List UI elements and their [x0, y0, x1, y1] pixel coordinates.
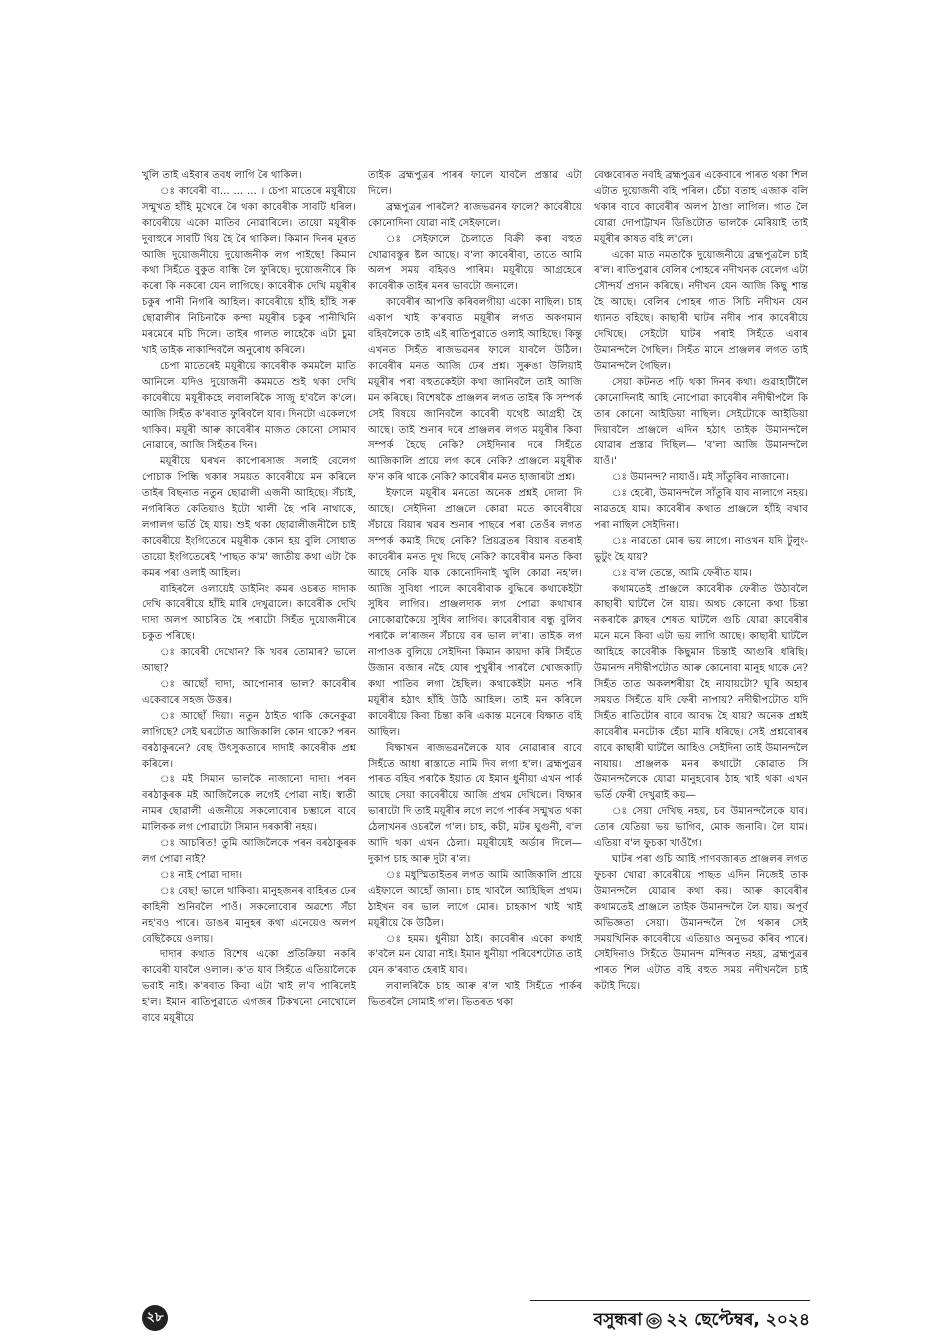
article-columns — [142, 168, 810, 1303]
paragraph: বাহিৰলৈ ওলায়েই ডাইনিং কমৰ ওচৰত দাদাক দেখি কাবেৰীয়ে হাঁহি মাৰি দেখুৱালে। কাবেৰীক দেখি দাদা অলপ আচৰিত হৈ পৰাটো সিহঁত দুয়োজনীৰে চকুত পৰিছে। — [142, 583, 356, 643]
paragraph: তাইক ব্ৰহ্মপুত্ৰৰ পাৰৰ ফালে যাবলৈ প্ৰস্তাৱ এটা দিলে। — [368, 170, 582, 197]
paragraph: লবালৰিকৈ চাহ আৰু ৰ'ল খাই সিহঁতে পাৰ্কৰ ভিতৰলৈ সোমাই গ'ল। ভিতৰত থকা — [368, 981, 582, 1009]
page-number: ২৮ — [142, 1305, 168, 1331]
paragraph: দাদাৰ কথাত বিশেষ একো প্ৰতিক্ৰিয়া নকৰি কাবেৰী যাবলৈ ওলাল। ক'ত যাব সিহঁতে এতিয়ালৈকে ভবাই নাই। ক'ৰবাত কিবা এটা খাই ল'ব পাৰিলেই হ'ল। ইমান ৰাতিপুৱাতে এগজৰ টিকখনো নোখোলে বাবে ময়ূৰীয়ে — [142, 949, 356, 1025]
footer-rule — [530, 1300, 810, 1301]
paragraph: ঃ উমানন্দ? নাযাওঁ। মই সাঁতুৰিব নাজানো। — [612, 472, 789, 484]
paragraph: কথামতেই প্ৰাঞ্জলে কাবেৰীক ফেৰীত উঠাবলৈ কাছাৰী ঘাটলৈ লৈ যায়। অথচ কোনো কথা চিন্তা নকৰাকৈ ক্লাছৰ শেষত ঘাটলৈ গুচি যোৱা কাবেৰীৰ মনে মনে কিবা এটা ভয় লাগি আছে। কাছাৰী ঘাটলৈ আহিহে কাবেৰীক কিছুমান চিন্তাই আগুৰি ধৰিছি। উমানন্দ নদীদ্বীপটোত আৰু কোনোবা মানুহ থাকে নে? সিহঁত তাত অকলশৰীয়া হৈ নাযায়টো? ঘূৰি অহাৰ সময়ত সিহঁতে যদি ফেৰী নাপায়? নদীদ্বীপটোত যদি সিহঁত ৰাতিটোৰ বাবে আবদ্ধ হৈ যায়? অনেক প্ৰশ্নই কাবেৰীৰ মনটোক হেঁচা মাৰি ধৰিছে। সেই প্ৰশ্নবোৰৰ বাবে কাছাৰী ঘাটলৈ আহিও সেইদিনা তাই উমানন্দলৈ নাযায়। প্ৰাঞ্জলক মনৰ কথাটো কোৱাত সি উমানন্দলৈকে যোৱা মানুহবোৰ ঠাহ খাই থকা এখন ভৰ্তি ফেৰী দেখুৱাই কয়— — [594, 583, 808, 802]
paragraph: ঃ আচৰিত! তুমি আজিলৈকে পৰন বৰঠাকুৰক লগ পোৱা নাই? — [142, 838, 356, 865]
paragraph: ঃ কাবেৰী দেখোন? কি খবৰ তোমাৰ? ভালে আছা? — [142, 647, 356, 675]
paragraph: ঃ আছোঁ দিয়া। নতুন ঠাইত থাকি কেনেকুৱা লাগিছে? সেই ঘৰটোত আজিকালি কোন থাকে? পৰন বৰঠাকুৰনে? বেছ উৎসুকতাৰে দাদাই কাবেৰীক প্ৰশ্ন কৰিলে। — [142, 710, 356, 770]
paragraph: বেঞ্চবোৰত নবহি ব্ৰহ্মপুত্ৰৰ একেবাৰে পাৰত থকা শিল এটাত দুয়োজনী বহি পৰিল। চেঁচা বতাহ এজাক বলি থকাৰ বাবে কাবেৰীৰ অলপ ঠাণ্ডা লাগিল। গাত লৈ যোৱা দোপাট্টাখন ডিঙিটোত ভালকৈ মেৰিয়াই তাই ময়ূৰীৰ কাষত বহি ল'লে। — [594, 170, 808, 245]
column-1 — [142, 168, 356, 1303]
paragraph: ঃ হমম। ধুনীয়া ঠাই। কাবেৰীৰ একো কথাই ক'বলৈ মন যোৱা নাই। ইমান ধুনীয়া পৰিবেশটোত তাই যেন ক'ৰবাত হেৰাই যাব। — [368, 933, 582, 977]
paragraph: খুলি তাই এইবাৰ তবধ লাগি ৰৈ থাকিল। — [142, 170, 302, 181]
column-3 — [594, 168, 808, 1303]
paragraph: ঃ নাৱতো মোৰ ভয় লাগে। নাওখন যদি টুলুং-ভুটুং হৈ যায়? — [594, 535, 808, 563]
paragraph: কাবেৰীৰ আপত্তি কৰিবলগীয়া একো নাছিল। চাহ একাপ খাই ক'ৰবাত ময়ূৰীৰ লগত অকণমান বহিবলৈকে তাই এই ৰাতিপুৱাতে ওলাই আহিছে। কিন্তু এখনত সিহঁত ৰাজভৱনৰ ফালে যাবলৈ উঠিল। কাবেৰীৰ মনত আজি ঢেৰ প্ৰশ্ন। সুৰুঙা উলিয়াই ময়ূৰীৰ পৰা বহুতকেইটা কথা জানিবলৈ তাই আজি মন কৰিছে। বিশেষকৈ প্ৰাঞ্জলৰ লগত তাইৰ কি সম্পৰ্ক সেই বিষয়ে জানিবলৈ কাবেৰী যথেষ্ট আগ্ৰহী হৈ আছে। তাই শুনাৰ দৰে প্ৰাঞ্জলৰ লগত ময়ূৰীৰ কিবা সম্পৰ্ক হৈছে নেকি? সেইদিনাৰ দৰে সিহঁতে আজিকালি প্ৰায়ে লগ কৰে নেকি? প্ৰাঞ্জলে ময়ূৰীক ফ'ন কৰি থাকে নেকি? কাবেৰীৰ মনত হাজাৰটা প্ৰশ্ন। — [368, 297, 582, 484]
paragraph: ইফালে ময়ূৰীৰ মনতো অনেক প্ৰশ্নই দোলা দি আছে। সেইদিনা প্ৰাঞ্জলে কোৱা মতে কাবেৰীয়ে সঁচায়ে বিয়াৰ খৱৰ শুনাৰ পাছৰে পৰা তেওঁৰ লগত সম্পৰ্ক কমাই দিছে নেকি? প্ৰিয়ব্ৰতৰ বিয়াৰ বতৰাই কাবেৰীৰ মনত দুখ দিছে নেকি? কাবেৰীৰ মনত কিবা আছে নেকি যাক কোনোদিনাই খুলি কোৱা নহ'ল। আজি সুবিধা পালে কাবেৰীবাক বুদ্ধিৰে কথাকেইটা সুধিব লাগিব। প্ৰাঞ্জলদাক লগ পোৱা কথাখাৰ নোকোৱাকৈয়ে সুধিব লাগিব। কাবেৰীবাৰ বন্ধু বুলিব পৰাকৈ ল'ৰাজন সঁচায়ে বৰ ভাল ল'ৰা। তাইক লগ নাপাওক বুলিয়ে সেইদিনা কিমান কায়দা কৰি সিহঁতে উজান বজাৰ নহৈ যোৰ পুখুৰীৰ পাৰলৈ খোজকাঢ়ি কথা পাতিব লগা হৈছিল। কথাকেইটা মনত পৰি ময়ূৰীৰ হঠাৎ হাঁহি উঠি আহিল। তাই মন কৰিলে কাবেৰীয়ে কিবা চিন্তা কৰি একান্ত মনেৰে বিক্ষাত বহি আছিল। — [368, 488, 582, 738]
paragraph: ঃ সেইফালে চৈলাতে বিক্ৰী কৰা বহুত খোৱাবস্তুৰ ষ্টল আছে। ব'লা কাবেৰীবা, তাতে আমি অলপ সময় বহিবও পাৰিম। ময়ূৰীয়ে আগ্ৰহেৰে কাবেৰীক তাইৰ মনৰ ভাবটো জনালে। — [368, 233, 582, 293]
paragraph: বিক্ষাখন ৰাজভৱনলৈকে যাব নোৱাৰাৰ বাবে সিহঁতে আধা ৰাস্তাতে নামি দিব লগা হ'ল। ব্ৰহ্মপুত্ৰৰ পাৰত বহিব পৰাকৈ ইয়াত যে ইমান ধুনীয়া এখন পাৰ্ক আছে সেয়া কাবেৰীয়ে আজি প্ৰথম দেখিলে। বিক্ষাৰ ভাৰাটো দি তাই ময়ূৰীৰ লগে লগে পাৰ্কৰ সন্মুখত থকা ঠেলাখনৰ ওচৰলৈ গ'ল। চাহ, কচী, মটৰ ঘুগুনী, ব'ল আদি থকা এখন ঠেলা। ময়ূৰীয়েই অৰ্ডাৰ দিলে— দুকাপ চাহ আৰু দুটা ৰ'ল। — [368, 742, 582, 865]
paragraph: ঃ সেয়া দেখিছ নহয়, চব উমানন্দলৈকে যাব। তোৰ যেতিয়া ভয় ভাগিব, মোক জনাবি। লৈ যাম। এতিয়া ব'ল ফুচকা খাওঁগৈ। — [594, 806, 808, 850]
paragraph: ঃ মধুস্মিতাইতৰ লগত আমি আজিকালি প্ৰায়ে এইফালে আহোঁ জানা। চাহ খাবলৈ আহিছিল প্ৰথম। ঠাইখন বৰ ভাল লাগে মোৰ। চাহকাপ খাই খাই ময়ূৰীয়ে কৈ উঠিল। — [368, 869, 582, 929]
issue-date: ২২ ছেপ্টেম্বৰ, ২০২৪ — [666, 1310, 810, 1330]
page-footer — [142, 1305, 810, 1331]
magazine-name: বসুন্ধৰা — [593, 1310, 643, 1330]
paragraph: একো মাত নমতাকৈ দুয়োজনীয়ে ব্ৰহ্মপুত্ৰলৈ চাই ৰ'ল। ৰাতিপুৱাৰ বেলিৰ পোহৰে নদীখনক বেলেগ এটা সৌন্দৰ্য প্ৰদান কৰিছে। নদীখন যেন আজি কিছু শান্ত হৈ আছে। বেলিৰ পোহৰ গাত সিচি নদীখন যেন ধ্যানত বহিছে। কাছাৰী ঘাটৰ নদীৰ পাৰ কাবেৰীয়ে দেখিছে। সেইটো ঘাটৰ পৰাই সিহঁতে এবাৰ উমানন্দলৈ গৈছিল। সিহঁত মানে প্ৰাঞ্জলৰ লগত তাই উমানন্দলৈ গৈছিল। — [594, 249, 808, 372]
paragraph: ঘাটৰ পৰা গুচি আহি পাণবজাৰত প্ৰাঞ্জলৰ লগত ফুচকা খোৱা কাবেৰীয়ে পাছত এদিন নিজেই তাক উমানন্দলৈ যোৱাৰ কথা কয়। আৰু কাবেৰীৰ কথামতেই প্ৰাঞ্জলে তাইক উমানন্দলৈ লৈ যায়। অপূৰ্ব অভিজ্ঞতা সেয়া। উমানন্দলৈ গৈ থকাৰ সেই সময়খিনিক কাবেৰীয়ে এতিয়াও অনুভৱ কৰিব পাৰে। সেইদিনাও সিহঁতে উমানন্দ মন্দিৰত নহয়, ব্ৰহ্মপুত্ৰৰ পাৰত শিল এটাত বহি বহুত সময় নদীখনলৈ চাই কটাই দিয়ে। — [594, 853, 808, 993]
paragraph: সেয়া কটনত পঢ়ি থকা দিনৰ কথা। গুৱাহাটীলৈ কোনোদিনাই আহি নোপোৱা কাবেৰীৰ নদীদ্বীপলৈ কি তাৰ কোনো আইডিয়া নাছিল। সেইটোকে আইডিয়া দিয়াবলৈ প্ৰাঞ্জলে এদিন হঠাৎ তাইক উমানন্দলৈ যোৱাৰ প্ৰস্তাৱ দিছিল— 'ব'লা আজি উমানন্দলৈ যাওঁ।' — [594, 376, 808, 468]
paragraph: ঃ মই সিমান ভালকৈ নাজানো দাদা। পৰন বৰঠাকুৰক মই আজিলৈকে লগেই পোৱা নাই। স্বাতী নামৰ ছোৱালী এজনীয়ে সকলোবোৰ চম্ভালে বাবে মালিকক লগ পোৱাটো সিমান দৰকাৰী নহয়। — [142, 774, 356, 834]
column-2 — [368, 168, 582, 1303]
magazine-masthead — [594, 1307, 810, 1335]
paragraph: ঃ হেৰৌ, উমানন্দলৈ সাঁতুৰি যাব নালাগে নহয়। নাৱতহে যাম। কাবেৰীৰ কথাত প্ৰাঞ্জলে হাঁহি বখাব পৰা নাছিল সেইদিনা। — [594, 488, 808, 531]
paragraph: ঃ কাবেৰী বা... ... ... । চেপা মাতেৰে ময়ূৰীয়ে সন্মুখত হাঁহি মুখেৰে ৰৈ থকা কাবেৰীক সাবটি ধৰিল। কাবেৰীয়ে একো মাতিব নোৱাৰিলে। তায়ো ময়ূৰীক দুবাহুৰে সাবটি থিয় হৈ ৰৈ থাকিল। কিমান দিনৰ মূৰত আজি দুয়োজনীয়ে দুয়োজনীক লগ পাইছে! কিমান কথা সিহঁতে বুকুত বান্ধি লৈ ফুৰিছে। দুয়োজনীৰে কি কৰো কি নকৰো যেন লাগিছে। কাবেৰীক দেখি ময়ূৰীৰ চকুৰ পানী নিগৰি আহিল। কাবেৰীয়ে হাঁহি হাঁহি সৰু ছোৱালীৰ নিচিনাকৈ কন্দা ময়ূৰীৰ চকুৰ পানীখিনি মৰমেৰে মচি দিলে। তাইৰ গালত লাহেকৈ এটা চুমা খাই তাইক নাকান্দিবলৈ অনুৰোধ কৰিলে। — [142, 185, 356, 356]
paragraph: চেপা মাতেৰেই ময়ূৰীয়ে কাবেৰীক কমমলৈ মাতি আনিলে যদিও দুয়োজনী কমমতে শুই থকা দেখি কাবেৰীয়ে ময়ূৰীকহে লবালৰিকৈ সাজু হ'বলৈ ক'লে। আজি সিহঁত ক'ৰবাত ফুৰিবলৈ যাব। দিনটো একেলগে থাকিব। ময়ূৰী আৰু কাবেৰীৰ মাজত কোনো সোমাব নোৱাৰে, আজি সিহঁতৰ দিন। — [142, 360, 356, 452]
paragraph: ঃ ব'ল তেন্তে, আমি ফেৰীত যাম। — [612, 567, 752, 579]
paragraph: ময়ূৰীয়ে ঘৰখন কাপোৰসাজ সলাই বেলেগ পোচাক পিন্ধি থকাৰ সময়ত কাবেৰীয়ে মন কৰিলে তাইৰ বিছনাত নতুন ছোৱালী এজনী আহিছে। সঁচাই, নগৰিৰিত কেতিয়াও ইটো খালী হৈ পৰি নাথাকে, লগালগ ভৰ্তি হৈ যায়। শুই থকা ছোৱালীজনীলৈ চাই কাবেৰীয়ে ইংগিতেৰে ময়ূৰীক কোন হয় বুলি সোধাত তায়ো ইংগিতেৰেই 'পাছত ক'ম' জাতীয় কথা এটা কৈ কমৰ পৰা ওলাই আহিল। — [142, 456, 356, 579]
magazine-logo-icon — [646, 1313, 662, 1329]
paragraph: ব্ৰহ্মপুত্ৰৰ পাৰলৈ? ৰাজভৱনৰ ফালে? কাবেৰীয়ে কোনোদিনা যোৱা নাই সেইফালে। — [368, 201, 582, 229]
paragraph: ঃ বেছ! ভালে থাকিবা। মানুহজনৰ বাহিৰত ঢেৰ কাহিনী শুনিবলৈ পাওঁ। সকলোবোৰ অৱশ্যে সঁচা নহ'বও পাৰে। ডাঙৰ মানুহৰ কথা এনেয়েও অলপ বেছিকৈয়ে ওলায়। — [142, 885, 356, 945]
paragraph: ঃ নাই পোৱা দাদা। — [160, 869, 243, 881]
paragraph: ঃ আছোঁ দাদা, আপোনাৰ ভাল? কাবেৰীৰ একেবাৰে সহজ উত্তৰ। — [142, 679, 356, 706]
